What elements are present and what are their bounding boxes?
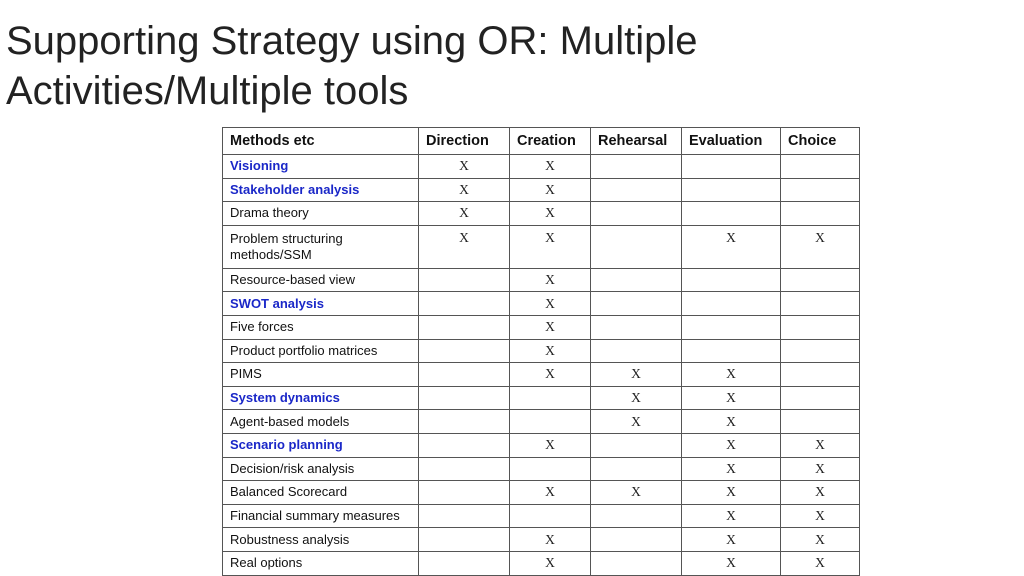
mark-cell-direction (419, 433, 510, 457)
table-row (223, 225, 860, 268)
mark-cell-creation: X (510, 339, 591, 363)
mark-cell-creation (510, 457, 591, 481)
mark-cell-creation: X (510, 292, 591, 316)
mark-cell-rehearsal: X (591, 410, 682, 434)
header-row (223, 128, 860, 155)
mark-cell-evaluation: X (682, 551, 781, 575)
mark-cell-evaluation (682, 155, 781, 179)
header-creation: Creation (510, 128, 591, 155)
mark-cell-direction: X (419, 178, 510, 202)
mark-cell-rehearsal (591, 339, 682, 363)
mark-cell-direction (419, 481, 510, 505)
mark-cell-creation (510, 504, 591, 528)
mark-cell-direction (419, 457, 510, 481)
method-name-cell: Decision/risk analysis (223, 457, 419, 481)
table-row (223, 268, 860, 292)
methods-table-body (223, 155, 860, 576)
mark-cell-choice (781, 410, 860, 434)
mark-cell-choice: X (781, 528, 860, 552)
mark-cell-direction (419, 551, 510, 575)
method-name-cell: System dynamics (223, 386, 419, 410)
mark-cell-rehearsal: X (591, 363, 682, 387)
table-row (223, 178, 860, 202)
mark-cell-rehearsal (591, 268, 682, 292)
method-name-cell: Real options (223, 551, 419, 575)
mark-cell-choice (781, 339, 860, 363)
method-name-cell: Scenario planning (223, 433, 419, 457)
mark-cell-rehearsal (591, 528, 682, 552)
mark-cell-direction (419, 292, 510, 316)
mark-cell-evaluation: X (682, 363, 781, 387)
mark-cell-direction: X (419, 225, 510, 268)
method-name-cell: Visioning (223, 155, 419, 179)
mark-cell-creation: X (510, 178, 591, 202)
table-row (223, 481, 860, 505)
mark-cell-direction (419, 504, 510, 528)
mark-cell-evaluation (682, 178, 781, 202)
mark-cell-rehearsal (591, 155, 682, 179)
table-row (223, 410, 860, 434)
method-name-cell: Product portfolio matrices (223, 339, 419, 363)
table-row (223, 339, 860, 363)
mark-cell-creation: X (510, 363, 591, 387)
mark-cell-evaluation: X (682, 528, 781, 552)
method-name-cell: Five forces (223, 315, 419, 339)
mark-cell-creation: X (510, 202, 591, 226)
mark-cell-direction: X (419, 202, 510, 226)
method-name-cell: Resource-based view (223, 268, 419, 292)
mark-cell-choice (781, 155, 860, 179)
table-row (223, 202, 860, 226)
mark-cell-rehearsal: X (591, 481, 682, 505)
mark-cell-evaluation (682, 268, 781, 292)
mark-cell-direction (419, 386, 510, 410)
method-name-cell: Robustness analysis (223, 528, 419, 552)
mark-cell-evaluation (682, 339, 781, 363)
mark-cell-creation: X (510, 433, 591, 457)
mark-cell-rehearsal: X (591, 386, 682, 410)
method-name-cell: Agent-based models (223, 410, 419, 434)
methods-table-header (223, 128, 860, 155)
method-name-cell: Stakeholder analysis (223, 178, 419, 202)
mark-cell-evaluation (682, 315, 781, 339)
method-name-cell: PIMS (223, 363, 419, 387)
mark-cell-evaluation: X (682, 225, 781, 268)
mark-cell-creation: X (510, 481, 591, 505)
method-name-cell: SWOT analysis (223, 292, 419, 316)
mark-cell-choice: X (781, 504, 860, 528)
mark-cell-creation: X (510, 551, 591, 575)
mark-cell-choice: X (781, 225, 860, 268)
mark-cell-choice (781, 386, 860, 410)
mark-cell-creation: X (510, 155, 591, 179)
mark-cell-direction (419, 339, 510, 363)
mark-cell-direction: X (419, 155, 510, 179)
method-name-cell: Balanced Scorecard (223, 481, 419, 505)
mark-cell-choice (781, 363, 860, 387)
table-row (223, 504, 860, 528)
mark-cell-creation (510, 410, 591, 434)
mark-cell-choice: X (781, 457, 860, 481)
mark-cell-creation: X (510, 528, 591, 552)
mark-cell-evaluation: X (682, 481, 781, 505)
mark-cell-rehearsal (591, 433, 682, 457)
slide-title-line-1: Supporting Strategy using OR: Multiple (6, 19, 698, 63)
table-row (223, 155, 860, 179)
mark-cell-rehearsal (591, 551, 682, 575)
header-evaluation: Evaluation (682, 128, 781, 155)
mark-cell-evaluation: X (682, 433, 781, 457)
mark-cell-evaluation: X (682, 504, 781, 528)
header-methods: Methods etc (223, 128, 419, 155)
mark-cell-choice: X (781, 481, 860, 505)
table-row (223, 457, 860, 481)
mark-cell-evaluation (682, 202, 781, 226)
mark-cell-choice (781, 202, 860, 226)
method-name-cell: Financial summary measures (223, 504, 419, 528)
mark-cell-choice: X (781, 433, 860, 457)
mark-cell-direction (419, 410, 510, 434)
methods-table (222, 127, 860, 576)
mark-cell-rehearsal (591, 292, 682, 316)
mark-cell-direction (419, 315, 510, 339)
method-name-cell: Problem structuring methods/SSM (223, 225, 419, 268)
mark-cell-direction (419, 528, 510, 552)
table-row (223, 386, 860, 410)
table-row (223, 315, 860, 339)
mark-cell-rehearsal (591, 225, 682, 268)
mark-cell-creation (510, 386, 591, 410)
mark-cell-choice (781, 268, 860, 292)
mark-cell-creation: X (510, 268, 591, 292)
mark-cell-choice (781, 292, 860, 316)
mark-cell-choice (781, 178, 860, 202)
method-name-cell: Drama theory (223, 202, 419, 226)
mark-cell-creation: X (510, 315, 591, 339)
table-row (223, 433, 860, 457)
mark-cell-rehearsal (591, 178, 682, 202)
mark-cell-evaluation: X (682, 457, 781, 481)
table-row (223, 363, 860, 387)
mark-cell-direction (419, 268, 510, 292)
mark-cell-direction (419, 363, 510, 387)
table-row (223, 292, 860, 316)
slide-title (6, 16, 697, 116)
mark-cell-choice (781, 315, 860, 339)
header-choice: Choice (781, 128, 860, 155)
mark-cell-rehearsal (591, 504, 682, 528)
mark-cell-evaluation: X (682, 386, 781, 410)
mark-cell-creation: X (510, 225, 591, 268)
header-direction: Direction (419, 128, 510, 155)
mark-cell-evaluation: X (682, 410, 781, 434)
table-row (223, 528, 860, 552)
table-row (223, 551, 860, 575)
mark-cell-choice: X (781, 551, 860, 575)
header-rehearsal: Rehearsal (591, 128, 682, 155)
mark-cell-evaluation (682, 292, 781, 316)
mark-cell-rehearsal (591, 202, 682, 226)
mark-cell-rehearsal (591, 315, 682, 339)
mark-cell-rehearsal (591, 457, 682, 481)
slide-title-line-2: Activities/Multiple tools (6, 69, 409, 113)
